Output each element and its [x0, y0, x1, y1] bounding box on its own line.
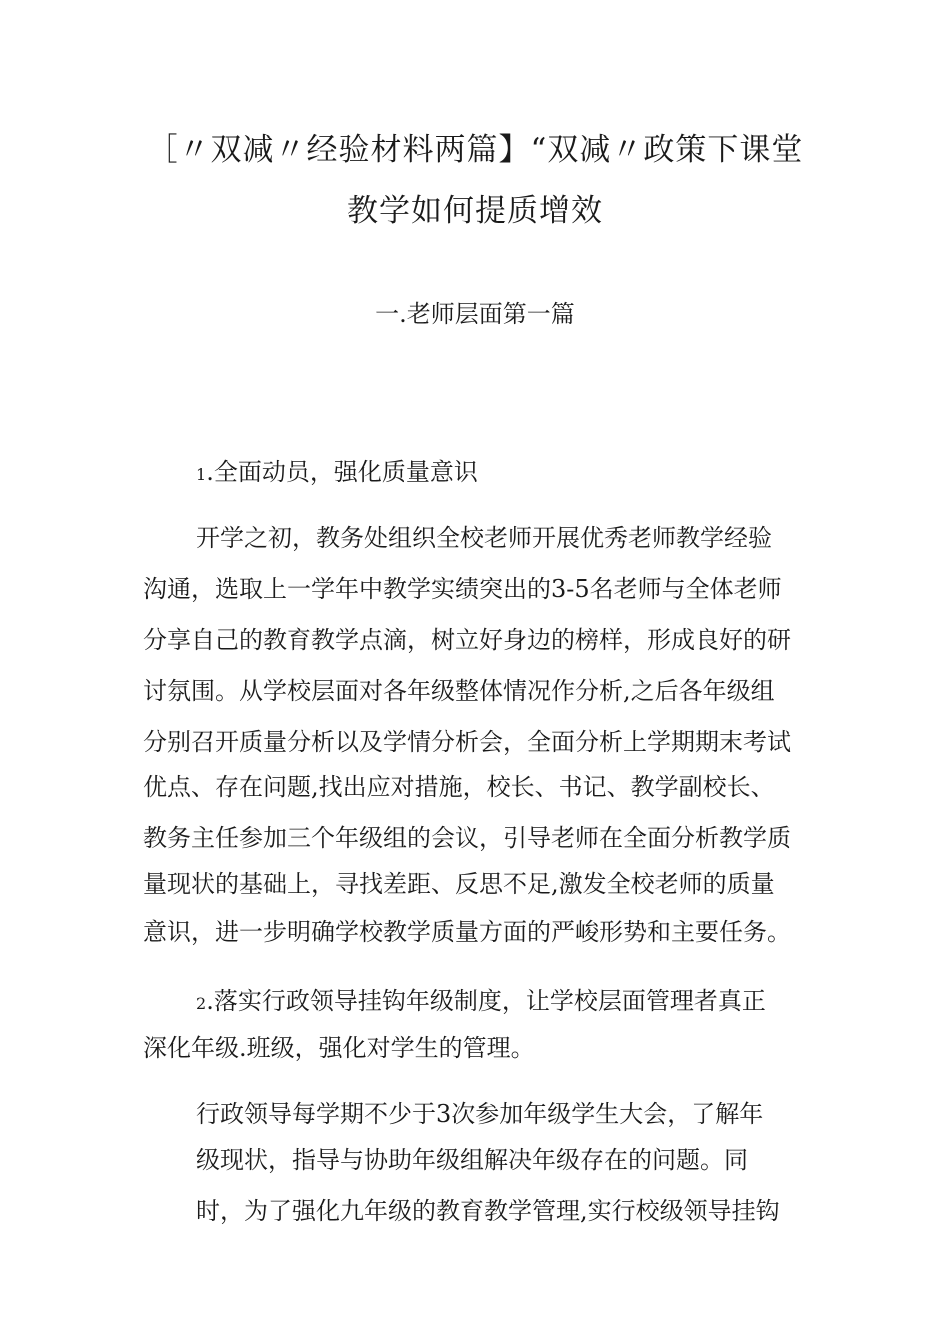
document-title-line-1: ［〃双减〃经验材料两篇】“双减〃政策下课堂 — [146, 132, 804, 168]
item-1-number: 1 — [196, 465, 207, 484]
item-2-heading-text: .落实行政领导挂钩年级制度，让学校层面管理者真正 — [206, 987, 766, 1015]
paragraph-line: 分别召开质量分析以及学情分析会，全面分析上学期期末考试 — [143, 728, 791, 756]
item-2-heading — [196, 989, 766, 1016]
paragraph-line: 行政领导每学期不少于3次参加年级学生大会，了解年 — [196, 1100, 764, 1128]
paragraph-line: 优点、存在问题,找出应对措施，校长、书记、教学副校长、 — [143, 773, 775, 801]
paragraph-line: 教务主任参加三个年级组的会议，引导老师在全面分析教学质 — [143, 824, 791, 852]
paragraph-line: 级现状，指导与协助年级组解决年级存在的问题。同 — [196, 1146, 748, 1174]
section-heading: 一.老师层面第一篇 — [375, 300, 575, 328]
item-2-heading-line-2: 深化年级.班级，强化对学生的管理。 — [143, 1034, 535, 1062]
paragraph-line: 意识，进一步明确学校教学质量方面的严峻形势和主要任务。 — [143, 918, 791, 946]
paragraph-line: 量现状的基础上，寻找差距、反思不足,激发全校老师的质量 — [143, 870, 775, 898]
paragraph-line: 沟通，选取上一学年中教学实绩突出的3-5名老师与全体老师 — [143, 575, 782, 603]
paragraph-line: 讨氛围。从学校层面对各年级整体情况作分析,之后各年级组 — [143, 677, 775, 705]
document-title-line-2: 教学如何提质增效 — [347, 193, 603, 229]
paragraph-line: 时，为了强化九年级的教育教学管理,实行校级领导挂钩 — [196, 1197, 780, 1225]
item-1-heading — [196, 460, 478, 487]
item-2-number: 2 — [196, 994, 207, 1013]
paragraph-line: 开学之初，教务处组织全校老师开展优秀老师教学经验 — [196, 524, 772, 552]
item-1-heading-text: .全面动员，强化质量意识 — [206, 458, 478, 486]
paragraph-line: 分享自己的教育教学点滴，树立好身边的榜样，形成良好的研 — [143, 626, 791, 654]
